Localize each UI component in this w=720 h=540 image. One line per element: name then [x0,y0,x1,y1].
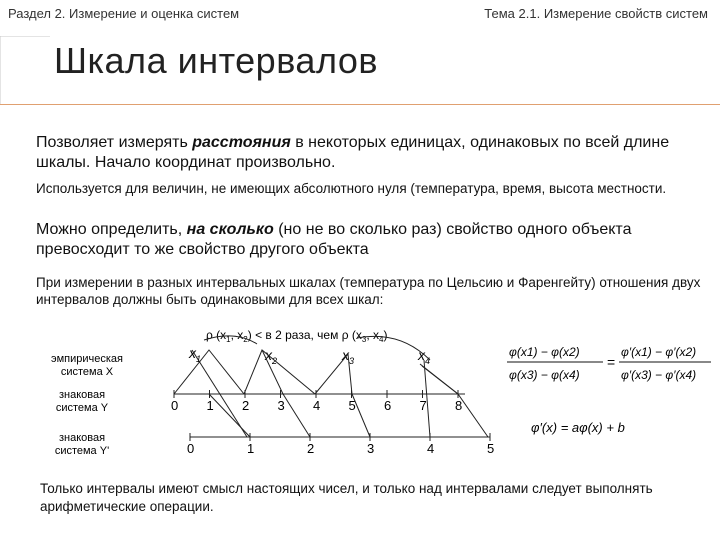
section-header: Раздел 2. Измерение и оценка систем [8,6,240,21]
point-label-x1: $x_1$ [189,345,202,364]
scale-y-tick-label-1: 1 [206,398,214,413]
point-label-x4: $x_4$ [418,347,431,366]
slide-title: Шкала интервалов [54,40,379,81]
arch-0-2 [174,350,244,394]
p1-text-after: в некоторых единицах, одинаковых по всей длине шкалы. Начало координат произвольно. [36,134,670,171]
scale-y-tick-label-4: 4 [313,398,321,413]
scale-y-tick-label-0: 0 [171,398,179,413]
row-label-empirical-line1: эмпирическая [50,353,124,365]
point-label-x3: $x_3$ [342,347,355,366]
paragraph-usage: Используется для величин, не имеющих абсолютного нуля (температура, время, высота местности. [36,181,667,196]
scale-y-tick-label-7: 7 [419,398,427,413]
map-x4-8-5 [420,364,488,437]
scale-y-ticks [171,390,462,413]
scale-y2-tick-label-0: 0 [187,441,195,456]
point-label-x2: $x_2$ [265,347,278,366]
p1-emphasis: расстояния [192,134,291,151]
row-label-symbolic-y2-line1: знаковая [58,432,106,444]
paragraph-ratio: При измерении в разных интервальных шкалах (температура по Цельсию и Фаренгейту) отношения двух интервалов должны быть одинаковыми для всех шкал: [36,275,701,307]
row-label-symbolic-y-line2: система Y [55,402,109,414]
diagram-caption: ρ ($x_1$, $x_2) < в$ 2 раза, чем ρ ($x_3$, $x_4$) [206,328,388,344]
scale-y-tick-label-5: 5 [348,398,356,413]
map-x4-8 [422,366,458,394]
map-3-2 [283,394,310,437]
map-5-3 [352,394,370,437]
formula-rhs-numerator: φ′(x1) − φ′(x2) [621,345,697,359]
paragraph-distance [36,133,706,173]
scale-y2-tick-label-3: 3 [367,441,375,456]
formula-linear-transform: φ′(x) = aφ(x) + b [531,420,625,435]
p1-text-before: Позволяет измерять [36,134,193,151]
scale-y2-tick-label-5: 5 [487,441,495,456]
p3-text-before: Можно определить, [36,221,187,238]
row-label-symbolic-y2-line2: система Y' [54,445,110,457]
topic-header: Тема 2.1. Измерение свойств систем [484,6,708,21]
scale-y2-ticks [187,433,494,456]
paragraph-how-much [36,220,676,260]
formula-rhs-denominator: φ′(x3) − φ′(x4) [621,368,697,382]
formula-equals-sign: = [607,354,616,370]
scale-y2-tick-label-2: 2 [307,441,315,456]
row-label-empirical-line2: система X [60,366,114,378]
formula-lhs-numerator: φ(x1) − φ(x2) [509,345,580,359]
scale-y2-tick-label-1: 1 [247,441,255,456]
title-bracket-decoration [0,36,50,104]
p3-emphasis: на сколько [186,221,274,238]
title-rule [0,104,720,105]
row-label-symbolic-y-line1: знаковая [58,389,106,401]
scale-y-tick-label-6: 6 [384,398,392,413]
paragraph-conclusion: Только интервалы имеют смысл настоящих чисел, и только над интервалами следует выполнять арифметические операции. [40,481,653,514]
scale-y-tick-label-2: 2 [242,398,250,413]
scale-y-tick-label-3: 3 [277,398,285,413]
scale-y2-tick-label-4: 4 [427,441,435,456]
scale-y-tick-label-8: 8 [455,398,463,413]
formulas-block [505,338,715,448]
formula-lhs-denominator: φ(x3) − φ(x4) [509,368,580,382]
p3-text-after: (но не во сколько раз) свойство одного объекта превосходит то же свойство другого объекта [36,221,632,258]
